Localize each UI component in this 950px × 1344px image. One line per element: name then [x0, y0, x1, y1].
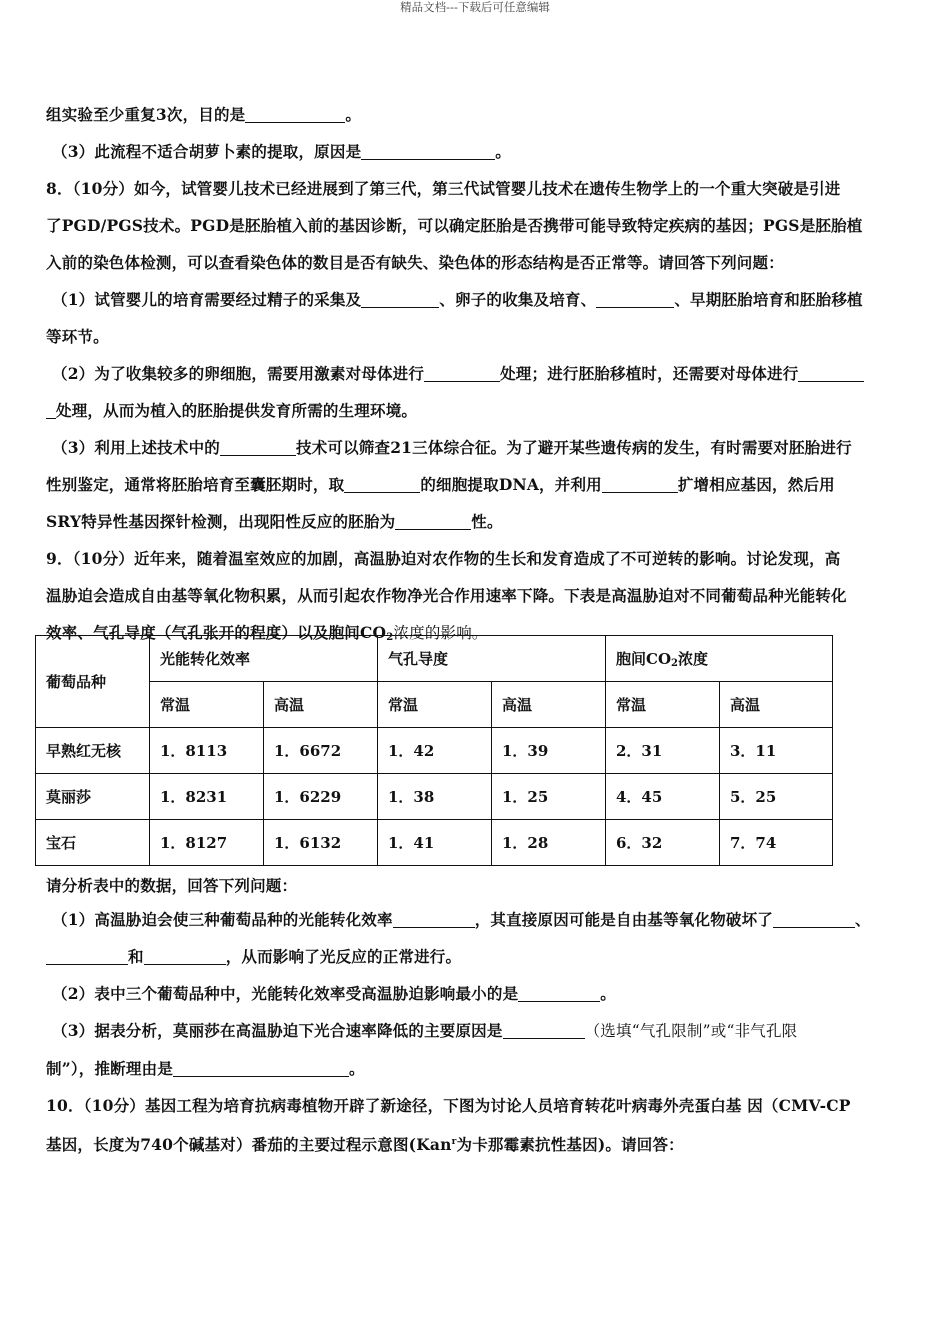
- table-row: [36, 728, 833, 774]
- subheader-cell: 高温: [492, 682, 606, 728]
- answer-blank[interactable]: [773, 909, 855, 928]
- grape-data-table: [35, 635, 833, 866]
- text: 、早期胚胎培育和胚胎移植: [674, 290, 863, 309]
- table-cell: 1．6229: [264, 774, 378, 820]
- text: 基因，长度为740个碱基对）番茄的主要过程示意图(Kan: [46, 1135, 452, 1154]
- table-cell: 5．25: [720, 774, 833, 820]
- text: 。: [600, 984, 616, 1003]
- subheader-cell: 高温: [720, 682, 833, 728]
- text: 扩增相应基因，然后用: [677, 475, 835, 494]
- table-cell: 1．6132: [264, 820, 378, 866]
- subheader-cell: 常温: [606, 682, 720, 728]
- subheader-cell: 常温: [150, 682, 264, 728]
- question-body-top: [46, 96, 906, 656]
- header-co2-concentration: [606, 636, 833, 682]
- q8-stem-line-3: 入前的染色体检测，可以查看染色体的数目是否有缺失、染色体的形态结构是否正常等。请回答下列问题：: [46, 253, 784, 272]
- table-cell: 1．41: [378, 820, 492, 866]
- q8-stem-line-2: 了PGD/PGS技术。PGD是胚胎植入前的基因诊断，可以确定胚胎是否携带可能导致特定疾病的基因；PGS是胚胎植: [46, 216, 863, 235]
- variety-name: 宝石: [36, 820, 150, 866]
- answer-blank[interactable]: [144, 946, 226, 965]
- text: 浓度的影响。: [393, 624, 488, 642]
- question-body-bottom: [46, 871, 906, 1163]
- q10-stem-line-1: 10．（10分）基因工程为培育抗病毒植物开辟了新途径，下图为讨论人员培育转花叶病毒外壳蛋白基 因（CMV-CP: [46, 1096, 851, 1115]
- text: SRY特异性基因探针检测，出现阳性反应的胚胎为: [46, 512, 396, 531]
- table-cell: 1．8113: [150, 728, 264, 774]
- text: 技术可以筛查21三体综合征。为了避开某些遗传病的发生，有时需要对胚胎进行: [296, 438, 852, 457]
- line-experiment-repeat: [46, 96, 906, 133]
- text: （3）此流程不适合胡萝卜素的提取，原因是: [52, 142, 362, 161]
- table-cell: 1．8127: [150, 820, 264, 866]
- text: 、: [855, 910, 871, 929]
- answer-blank[interactable]: [596, 289, 674, 308]
- answer-blank[interactable]: [46, 946, 128, 965]
- q9-part3-cont: [46, 1050, 906, 1087]
- text: （2）为了收集较多的卵细胞，需要用激素对母体进行: [52, 364, 425, 383]
- q8-part3-end: [46, 503, 906, 540]
- text: 为卡那霉素抗性基因)。请回答：: [456, 1135, 684, 1154]
- text: ，从而影响了光反应的正常进行。: [225, 947, 462, 966]
- text: 浓度: [677, 650, 708, 668]
- table-subheader-row: [36, 682, 833, 728]
- header-variety: 葡萄品种: [36, 636, 150, 728]
- q10-stem-line-2: [46, 1124, 906, 1163]
- text: （3）据表分析，莫丽莎在高温胁迫下光合速率降低的主要原因是: [52, 1021, 503, 1040]
- q9-intro: 请分析表中的数据，回答下列问题：: [46, 876, 298, 895]
- text: （3）利用上述技术中的: [52, 438, 220, 457]
- table-row: [36, 774, 833, 820]
- q8-part3: [46, 429, 906, 466]
- answer-blank[interactable]: [344, 474, 420, 493]
- subheader-cell: 常温: [378, 682, 492, 728]
- text: （2）表中三个葡萄品种中，光能转化效率受高温胁迫影响最小的是: [52, 984, 519, 1003]
- superscript: r: [451, 1137, 457, 1147]
- table-cell: 3．11: [720, 728, 833, 774]
- text: ，其直接原因可能是自由基等氧化物破坏了: [474, 910, 773, 929]
- text: 处理，从而为植入的胚胎提供发育所需的生理环境。: [56, 401, 418, 420]
- answer-blank[interactable]: [173, 1058, 349, 1077]
- q8-stem-line-1: 8．（10分）如今，试管婴儿技术已经进展到了第三代，第三代试管婴儿技术在遗传生物学上的一个重大突破是引进: [46, 179, 841, 198]
- q9-stem-line-1: 9．（10分）近年来，随着温室效应的加剧，高温胁迫对农作物的生长和发育造成了不可逆转的影响。讨论发现，高: [46, 549, 841, 568]
- q8-part1: [46, 281, 906, 318]
- q8-part2: [46, 355, 906, 392]
- subheader-cell: 高温: [264, 682, 378, 728]
- table-cell: 6．32: [606, 820, 720, 866]
- q8-part1-cont: 等环节。: [46, 327, 109, 346]
- text: 。: [348, 1059, 365, 1078]
- table-cell: 4．45: [606, 774, 720, 820]
- text: 制”），推断理由是: [46, 1059, 173, 1078]
- text: 组实验至少重复3次，目的是: [46, 105, 246, 124]
- table-cell: 2．31: [606, 728, 720, 774]
- document-header: 精品文档---下载后可任意编辑: [400, 0, 550, 14]
- table-cell: 1．38: [378, 774, 492, 820]
- answer-blank[interactable]: [361, 289, 439, 308]
- text: 和: [128, 947, 144, 966]
- header-stomatal-conductance: 气孔导度: [378, 636, 606, 682]
- q9-stem-line-2: 温胁迫会造成自由基等氧化物积累，从而引起农作物净光合作用速率下降。下表是高温胁迫对不同葡萄品种光能转化: [46, 586, 847, 605]
- text: 胞间CO: [616, 650, 672, 668]
- answer-blank[interactable]: [503, 1020, 585, 1039]
- answer-blank[interactable]: [798, 363, 864, 382]
- q9-part3: [46, 1012, 906, 1050]
- q8-part2-cont: [46, 392, 906, 429]
- q9-part2: [46, 975, 906, 1012]
- answer-blank-cont[interactable]: [46, 400, 56, 419]
- text: 、卵子的收集及培育、: [439, 290, 597, 309]
- text: 的细胞提取DNA，并利用: [420, 475, 602, 494]
- text: 处理；进行胚胎移植时，还需要对母体进行: [500, 364, 799, 383]
- text: 。: [345, 105, 362, 124]
- answer-blank[interactable]: [424, 363, 500, 382]
- text: 效率、气孔导度（气孔张开的程度）以及胞间CO: [46, 623, 387, 642]
- table-row: [36, 820, 833, 866]
- subscript: 2: [671, 658, 678, 669]
- variety-name: 莫丽莎: [36, 774, 150, 820]
- table-cell: 1．8231: [150, 774, 264, 820]
- answer-blank[interactable]: [395, 511, 471, 530]
- subscript: 2: [386, 632, 394, 643]
- answer-blank[interactable]: [361, 141, 495, 160]
- q9-part1-cont: [46, 938, 906, 975]
- table-cell: 1．25: [492, 774, 606, 820]
- text: （1）高温胁迫会使三种葡萄品种的光能转化效率: [52, 910, 393, 929]
- header-light-efficiency: 光能转化效率: [150, 636, 378, 682]
- answer-blank[interactable]: [518, 983, 600, 1002]
- line-carotene: [46, 133, 906, 170]
- answer-blank[interactable]: [220, 437, 296, 456]
- variety-name: 早熟红无核: [36, 728, 150, 774]
- answer-blank[interactable]: [602, 474, 678, 493]
- text: 性别鉴定，通常将胚胎培育至囊胚期时，取: [46, 475, 345, 494]
- text: 性。: [471, 512, 503, 531]
- table-header-row: [36, 636, 833, 682]
- table-cell: 1．42: [378, 728, 492, 774]
- table-cell: 1．28: [492, 820, 606, 866]
- q9-part1: [46, 901, 906, 938]
- text: （1）试管婴儿的培育需要经过精子的采集及: [52, 290, 362, 309]
- text: 。: [495, 142, 511, 161]
- answer-blank[interactable]: [245, 104, 345, 123]
- table-cell: 1．6672: [264, 728, 378, 774]
- answer-blank[interactable]: [393, 909, 475, 928]
- table-cell: 7．74: [720, 820, 833, 866]
- q8-part3-cont: [46, 466, 906, 503]
- text: （选填“气孔限制”或“非气孔限: [584, 1022, 798, 1040]
- table-cell: 1．39: [492, 728, 606, 774]
